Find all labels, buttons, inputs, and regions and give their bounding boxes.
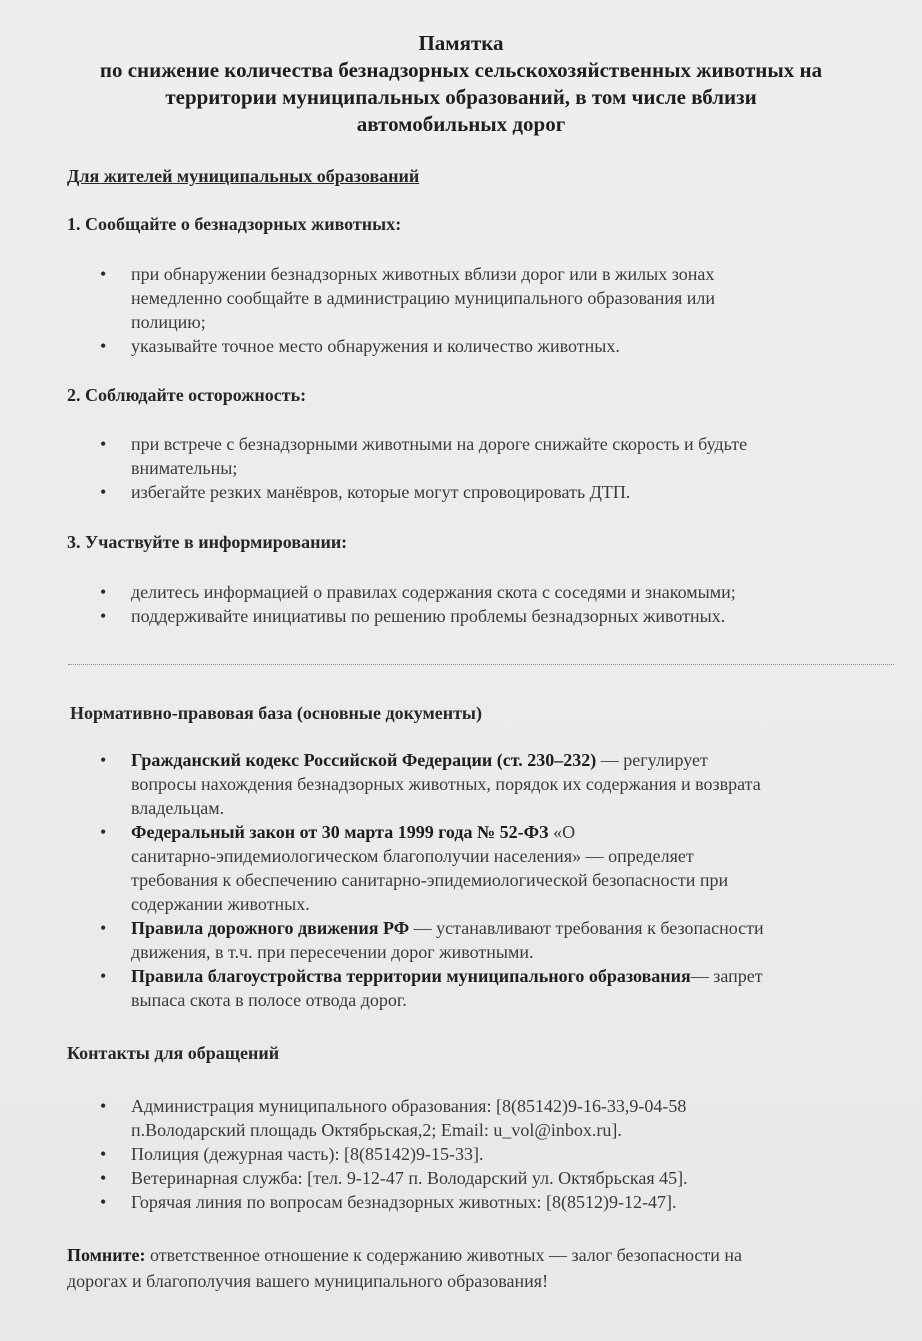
contacts-list — [100, 1094, 688, 1214]
title-line: территории муниципальных образований, в том числе вблизи — [165, 85, 757, 109]
list-item — [100, 262, 715, 334]
line: полицию; — [131, 312, 206, 332]
document-name: Федеральный закон от 30 марта 1999 года № 52-ФЗ — [131, 822, 549, 842]
line: • Администрация муниципального образования: [8(85142)9-16-33,9-04-58 — [131, 1096, 687, 1116]
line: санитарно-эпидемиологическом благополучии населения» — определяет — [131, 846, 694, 866]
list-item — [100, 916, 764, 964]
line: вопросы нахождения безнадзорных животных, порядок их содержания и возврата — [131, 774, 761, 794]
list-item — [100, 964, 764, 1012]
section-3-heading: 3. Участвуйте в информировании: — [67, 532, 348, 552]
document-name: Гражданский кодекс Российской Федерации (ст. 230–232) — [131, 750, 597, 770]
text: — регулирует — [596, 750, 708, 770]
text: «О — [548, 822, 576, 842]
document-name: Правила дорожного движения РФ — [131, 918, 410, 938]
line: • избегайте резких манёвров, которые могут спровоцировать ДТП. — [131, 482, 631, 502]
document-name: Правила благоустройства территории муниципального образования — [131, 966, 691, 986]
list-item — [100, 480, 747, 504]
contacts-heading: Контакты для обращений — [67, 1043, 280, 1063]
list-item: • делитесь информацией о правилах содержания скота с соседями и знакомыми; — [100, 580, 736, 604]
line — [67, 1242, 887, 1268]
title-line: по снижение количества безнадзорных сельскохозяйственных животных на — [99, 58, 823, 82]
section-2-list — [100, 432, 747, 504]
closing-note — [67, 1242, 887, 1294]
residents-heading: Для жителей муниципальных образований — [67, 166, 420, 186]
title-line: автомобильных дорог — [356, 112, 566, 136]
list-item — [100, 1094, 688, 1142]
line — [131, 748, 764, 772]
line: движения, в т.ч. при пересечении дорог животными. — [131, 942, 534, 962]
line — [131, 916, 764, 940]
line — [131, 964, 764, 988]
text: — запрет — [690, 966, 763, 986]
list-item — [100, 748, 764, 820]
section-2-heading: 2. Соблюдайте осторожность: — [67, 385, 307, 405]
line: внимательны; — [131, 458, 238, 478]
list-item — [100, 1190, 688, 1214]
list-item: • поддерживайте инициативы по решению проблемы безнадзорных животных. — [100, 604, 736, 628]
line: владельцам. — [131, 798, 225, 818]
line: • при встрече с безнадзорными животными на дороге снижайте скорость и будьте — [131, 434, 748, 454]
text: — устанавливают требования к безопасности — [409, 918, 764, 938]
legal-documents-list — [100, 748, 764, 1012]
line: немедленно сообщайте в администрацию муниципального образования или — [131, 288, 716, 308]
list-item — [100, 1166, 688, 1190]
line: дорогах и благополучия вашего муниципального образования! — [67, 1271, 549, 1291]
list-item — [100, 432, 747, 480]
line: • указывайте точное место обнаружения и количество животных. — [131, 336, 620, 356]
line: требования к обеспечению санитарно-эпидемиологической безопасности при — [131, 870, 729, 890]
line: • Горячая линия по вопросам безнадзорных животных: [8(8512)9-12-47]. — [131, 1192, 677, 1212]
section-3-list — [100, 580, 736, 628]
section-divider — [68, 664, 894, 665]
document-title — [40, 30, 882, 138]
line: п.Володарский площадь Октябрьская,2; Email: u_vol@inbox.ru]. — [131, 1120, 622, 1140]
title-line: Памятка — [418, 31, 504, 55]
list-item — [100, 1142, 688, 1166]
line: • при обнаружении безнадзорных животных вблизи дорог или в жилых зонах — [131, 264, 715, 284]
line: • Ветеринарная служба: [тел. 9-12-47 п. Володарский ул. Октябрьская 45]. — [131, 1168, 688, 1188]
line: • Полиция (дежурная часть): [8(85142)9-15-33]. — [131, 1144, 484, 1164]
text: ответственное отношение к содержанию животных — залог безопасности на — [145, 1245, 743, 1265]
line — [131, 820, 764, 844]
section-1-heading: 1. Сообщайте о безнадзорных животных: — [67, 214, 402, 234]
list-item — [100, 820, 764, 916]
remember-label: Помните: — [67, 1245, 146, 1265]
line: выпаса скота в полосе отвода дорог. — [131, 990, 407, 1010]
section-1-list — [100, 262, 715, 358]
list-item — [100, 334, 715, 358]
line: содержании животных. — [131, 894, 310, 914]
legal-basis-heading: Нормативно-правовая база (основные документы) — [70, 703, 482, 723]
